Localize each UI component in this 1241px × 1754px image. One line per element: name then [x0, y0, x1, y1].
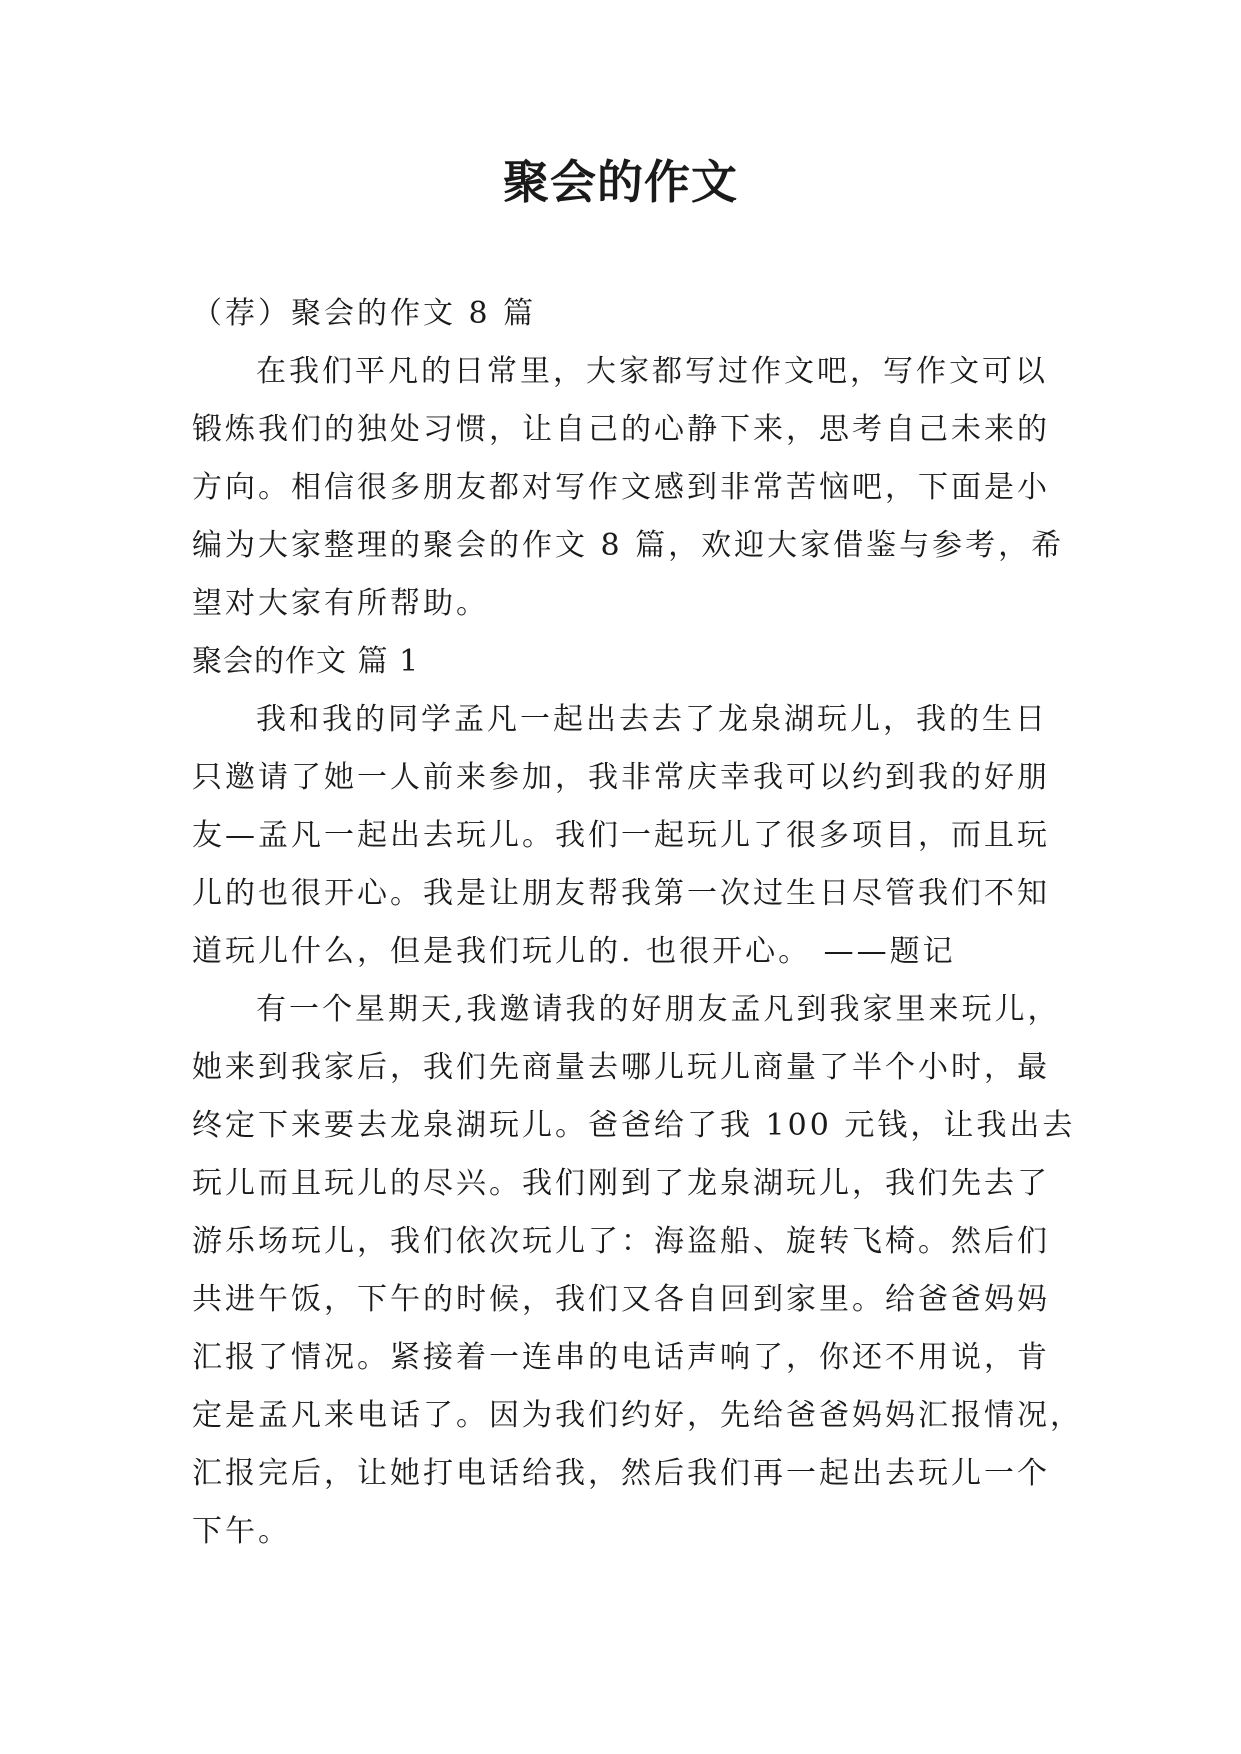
paragraph-line: 锻炼我们的独处习惯，让自己的心静下来，思考自己未来的	[192, 412, 1050, 447]
document-body	[192, 285, 1083, 1561]
subtitle-line: （荐）聚会的作文 8 篇	[192, 296, 537, 331]
paragraph-line: 在我们平凡的日常里，大家都写过作文吧，写作文可以	[256, 354, 1048, 389]
paragraph-line: 游乐场玩儿，我们依次玩儿了：海盗船、旋转飞椅。然后们	[192, 1224, 1050, 1259]
paragraph-line: 只邀请了她一人前来参加，我非常庆幸我可以约到我的好朋	[192, 760, 1050, 795]
paragraph-line: 汇报了情况。紧接着一连串的电话声响了，你还不用说，肯	[192, 1340, 1050, 1375]
paragraph-line: 共进午饭，下午的时候，我们又各自回到家里。给爸爸妈妈	[192, 1282, 1050, 1317]
section-heading: 聚会的作文 篇 1	[192, 644, 420, 679]
paragraph-line: 儿的也很开心。我是让朋友帮我第一次过生日尽管我们不知	[192, 876, 1050, 911]
document-title: 聚会的作文	[503, 155, 738, 209]
paragraph-line: 方向。相信很多朋友都对写作文感到非常苦恼吧，下面是小	[192, 470, 1050, 505]
paragraph-line: 下午。	[192, 1514, 291, 1549]
paragraph-line: 我和我的同学孟凡一起出去去了龙泉湖玩儿，我的生日	[256, 702, 1048, 737]
paragraph-line: 道玩儿什么，但是我们玩儿的. 也很开心。 ——题记	[192, 934, 956, 969]
paragraph-line: 有一个星期天,我邀请我的好朋友孟凡到我家里来玩儿，	[256, 992, 1061, 1027]
paragraph-line: 她来到我家后，我们先商量去哪儿玩儿商量了半个小时，最	[192, 1050, 1050, 1085]
paragraph-line: 望对大家有所帮助。	[192, 586, 489, 621]
paragraph-line: 友—孟凡一起出去玩儿。我们一起玩儿了很多项目，而且玩	[192, 818, 1050, 853]
paragraph-line: 编为大家整理的聚会的作文 8 篇，欢迎大家借鉴与参考，希	[192, 528, 1065, 563]
paragraph-line: 汇报完后，让她打电话给我，然后我们再一起出去玩儿一个	[192, 1456, 1050, 1491]
paragraph-line: 玩儿而且玩儿的尽兴。我们刚到了龙泉湖玩儿，我们先去了	[192, 1166, 1050, 1201]
paragraph-line: 终定下来要去龙泉湖玩儿。爸爸给了我 100 元钱，让我出去	[192, 1108, 1076, 1143]
paragraph-line: 定是孟凡来电话了。因为我们约好，先给爸爸妈妈汇报情况，	[192, 1398, 1083, 1433]
